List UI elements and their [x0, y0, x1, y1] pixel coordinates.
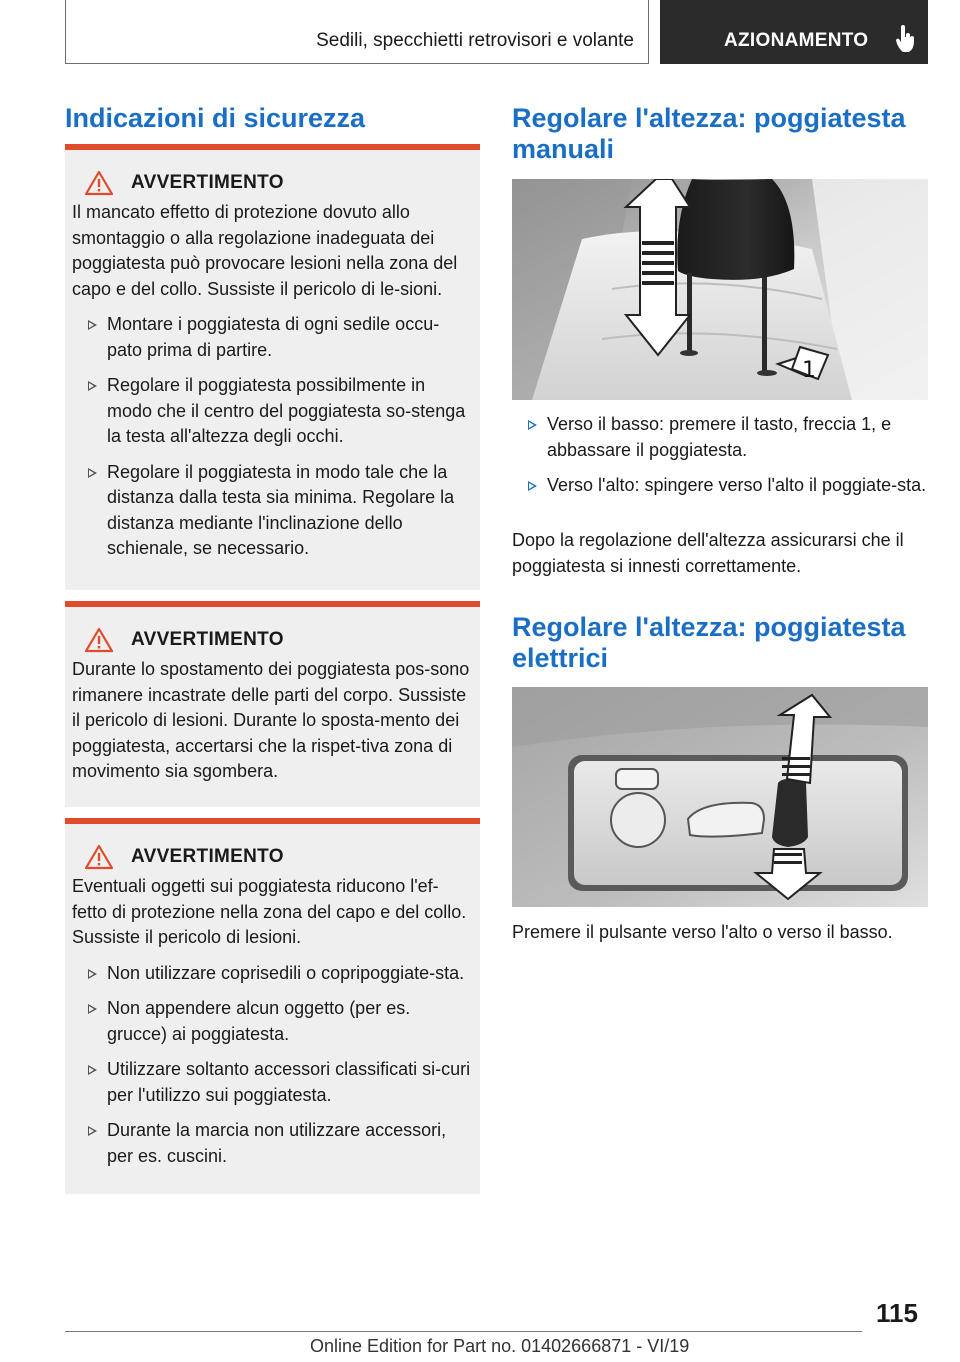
header-section-tab: [660, 0, 928, 64]
page-number: 115: [876, 1298, 918, 1328]
heading-electric-headrest: Regolare l'altezza: poggiatesta elettrici: [512, 612, 906, 673]
heading-safety: Indicazioni di sicurezza: [65, 103, 366, 133]
list-item: Durante la marcia non utilizzare accessori, per es. cuscini.: [72, 1118, 473, 1169]
electric-caption: Premere il pulsante verso l'alto o verso il basso.: [512, 922, 893, 942]
list-item: Verso il basso: premere il tasto, freccia 1, e abbassare il poggiatesta.: [512, 412, 928, 463]
triangle-bullet-icon: [88, 381, 97, 391]
triangle-bullet-icon: [528, 481, 537, 491]
warning-bullet-list: [72, 312, 473, 562]
warning-triangle-icon: [84, 844, 114, 870]
list-item: Non appendere alcun oggetto (per es. grucce) ai poggiatesta.: [72, 996, 473, 1047]
electric-switch-illustration: [512, 687, 928, 907]
header-chapter-box: [65, 0, 649, 64]
list-item: Utilizzare soltanto accessori classificati si-curi per l'utilizzo sui poggiatesta.: [72, 1057, 473, 1108]
list-item: Non utilizzare coprisedili o copripoggiate-sta.: [72, 961, 473, 987]
warning-title: AVVERTIMENTO: [131, 629, 284, 650]
warning-title: AVVERTIMENTO: [131, 846, 284, 867]
warning-triangle-icon: [84, 627, 114, 653]
warning-title: AVVERTIMENTO: [131, 172, 284, 193]
heading-manual-headrest: Regolare l'altezza: poggiatesta manuali: [512, 103, 906, 164]
footer-edition-text: Online Edition for Part no. 01402666871 - VI/19: [310, 1336, 690, 1356]
list-item: Montare i poggiatesta di ogni sedile occu-pato prima di partire.: [72, 312, 473, 363]
list-item: Regolare il poggiatesta possibilmente in modo che il centro del poggiatesta so-stenga la testa all'altezza degli occhi.: [72, 373, 473, 450]
figure-label-1: 1: [802, 358, 816, 383]
warning-bullet-list: [72, 961, 473, 1170]
triangle-bullet-icon: [88, 1004, 97, 1014]
warning-text: Durante lo spostamento dei poggiatesta pos-sono rimanere incastrate delle parti del corpo. Sussiste il pericolo di lesioni. Durante lo sposta-mento dei poggiatesta, accertarsi che la rispet-tiva zona di movimento sia sgombera.: [72, 659, 470, 781]
warning-triangle-icon: [84, 170, 114, 196]
section-label: AZIONAMENTO: [724, 30, 869, 51]
warning-text: Il mancato effetto di protezione dovuto allo smontaggio o alla regolazione inadeguata dei poggiatesta può provocare lesioni nella zona del capo e del collo. Sussiste il pericolo di le-sioni.: [72, 202, 458, 299]
warning-box-2: [65, 601, 480, 807]
footer-divider: [65, 1331, 862, 1332]
list-item: Verso l'alto: spingere verso l'alto il poggiate-sta.: [512, 473, 928, 499]
triangle-bullet-icon: [88, 1065, 97, 1075]
triangle-bullet-icon: [88, 1126, 97, 1136]
hand-pointer-icon: [895, 24, 917, 54]
manual-bullet-list: [512, 412, 928, 509]
chapter-title: Sedili, specchietti retrovisori e volante: [316, 30, 634, 51]
triangle-bullet-icon: [88, 969, 97, 979]
warning-box-1: [65, 144, 480, 590]
warning-box-3: [65, 818, 480, 1194]
list-item: Regolare il poggiatesta in modo tale che la distanza dalla testa sia minima. Regolare la distanza mediante l'inclinazione dello schienale, se necessario.: [72, 460, 473, 562]
manual-headrest-image: [512, 179, 928, 400]
electric-headrest-image: [512, 687, 928, 907]
triangle-bullet-icon: [88, 320, 97, 330]
warning-text: Eventuali oggetti sui poggiatesta riducono l'ef-fetto di protezione nella zona del capo e del collo. Sussiste il pericolo di lesioni.: [72, 876, 467, 947]
manual-paragraph: Dopo la regolazione dell'altezza assicurarsi che il poggiatesta si innesti correttamente.: [512, 530, 904, 576]
triangle-bullet-icon: [528, 420, 537, 430]
triangle-bullet-icon: [88, 468, 97, 478]
manual-headrest-illustration: [512, 179, 928, 400]
